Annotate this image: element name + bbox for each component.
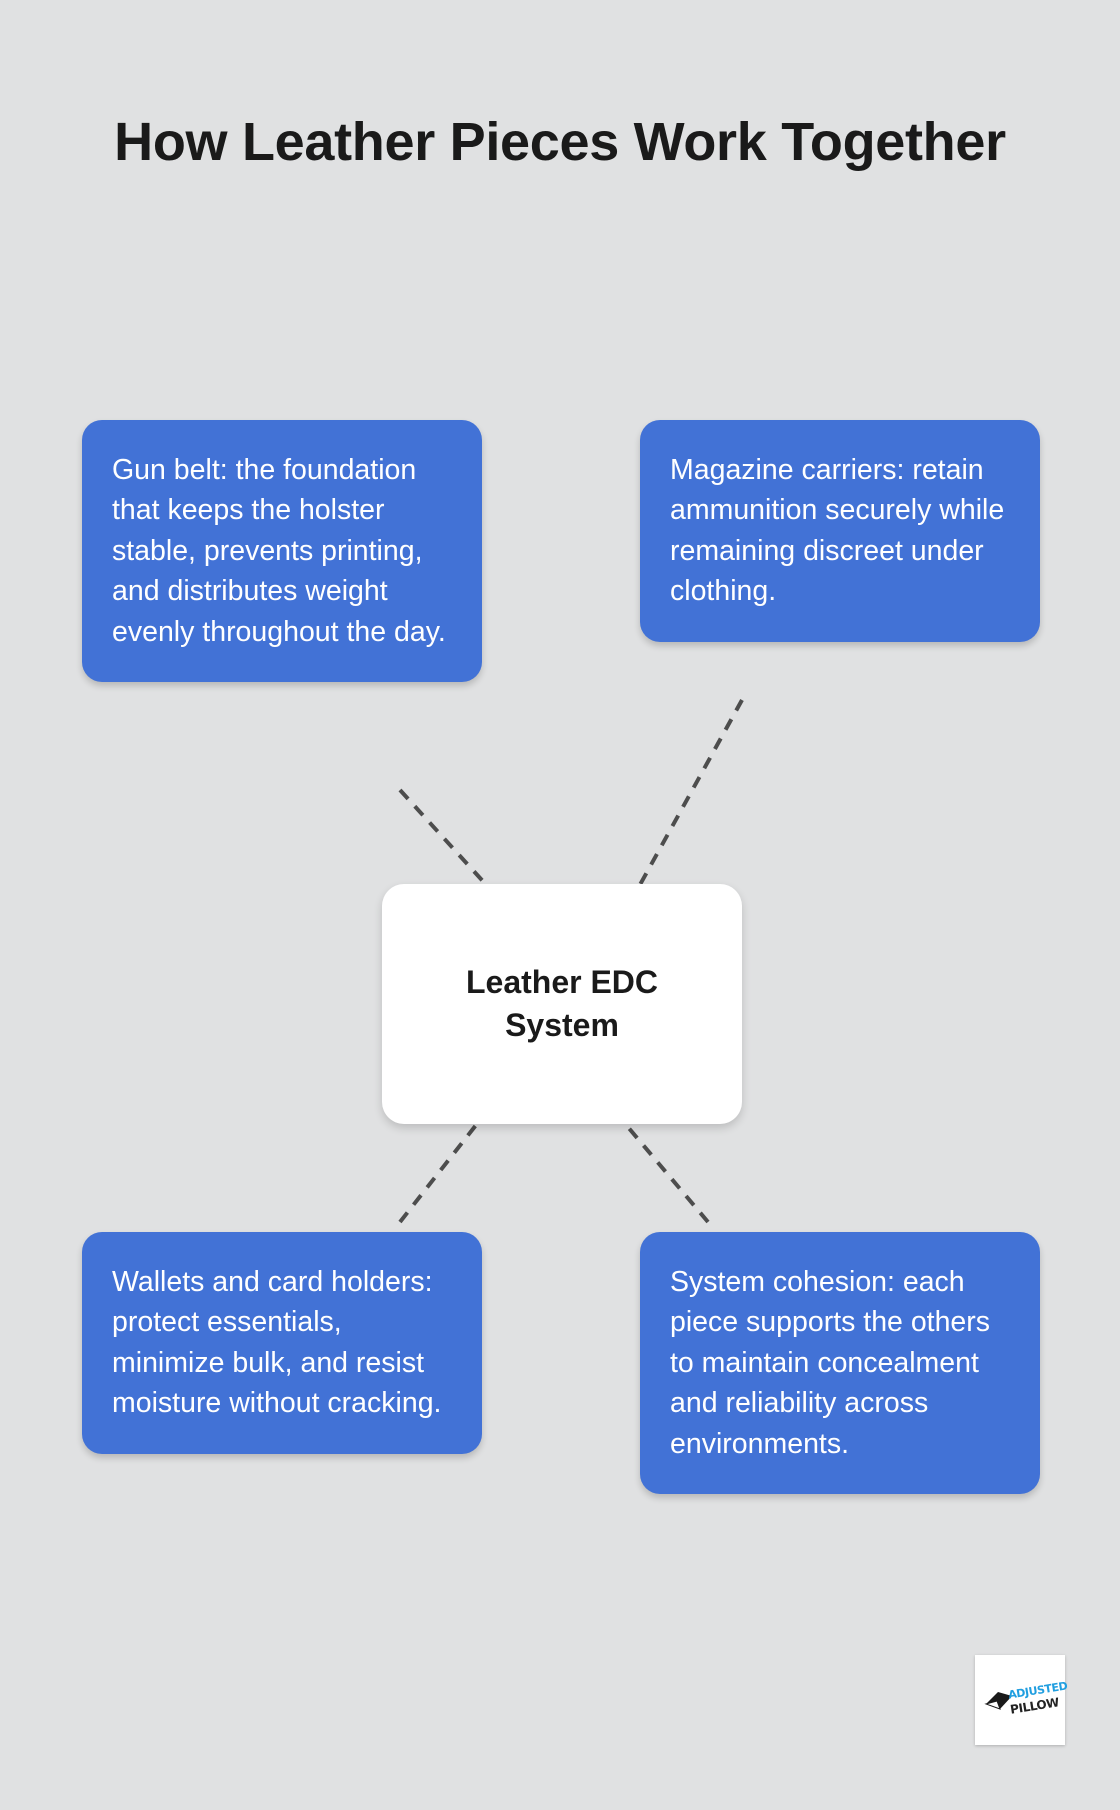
connector-bottom-right — [622, 1120, 708, 1222]
page-title: How Leather Pieces Work Together — [114, 112, 1006, 172]
node-magazine-carriers-label: Magazine carriers: retain ammunition securely while remaining discreet under clothing. — [670, 454, 1005, 608]
center-node — [382, 884, 742, 1124]
node-gun-belt — [82, 420, 482, 682]
node-system-cohesion-label: System cohesion: each piece supports the others to maintain concealment and reliability across environments. — [670, 1266, 991, 1460]
node-magazine-carriers — [640, 420, 1040, 642]
center-node-label: Leather EDC System — [465, 963, 659, 1043]
node-system-cohesion — [640, 1232, 1040, 1494]
node-gun-belt-label: Gun belt: the foundation that keeps the holster stable, prevents printing, and distributes weight evenly throughout the day. — [112, 454, 446, 648]
brand-logo — [975, 1655, 1069, 1745]
connector-bottom-left — [400, 1120, 480, 1222]
node-wallets-card-holders-label: Wallets and card holders: protect essentials, minimize bulk, and resist moisture without cracking. — [112, 1266, 442, 1420]
logo-word-bottom: PILLOW — [1009, 1695, 1060, 1717]
logo-inner — [982, 1679, 1069, 1720]
node-wallets-card-holders — [82, 1232, 482, 1454]
connector-top-right — [636, 700, 742, 892]
logo-word-top: ADJUSTED — [1007, 1679, 1069, 1702]
